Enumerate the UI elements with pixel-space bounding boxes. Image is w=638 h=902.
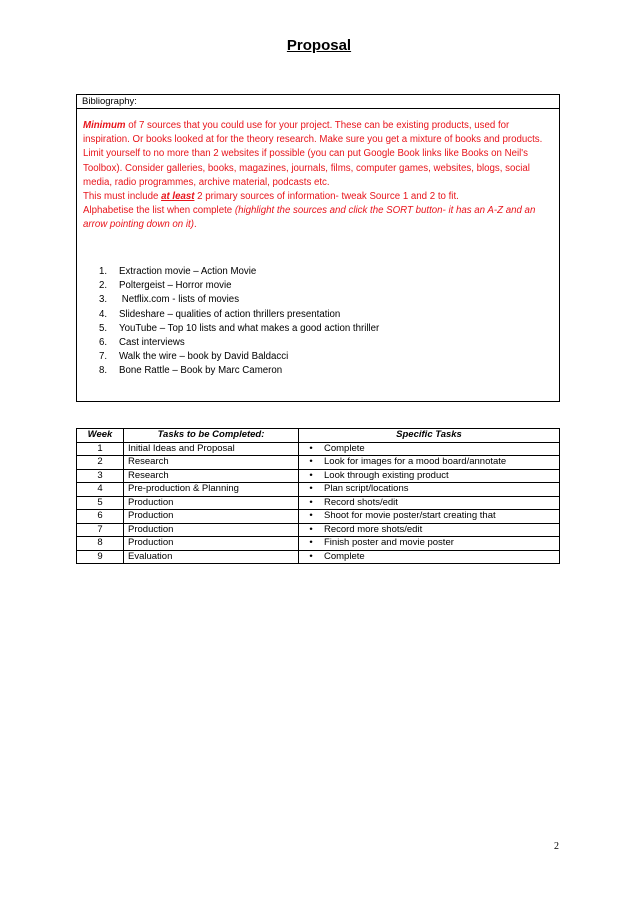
specific-cell bbox=[299, 550, 560, 564]
specific-text: Complete bbox=[324, 442, 365, 454]
source-text: Walk the wire – book by David Baldacci bbox=[119, 351, 289, 363]
specific-text: Look through existing product bbox=[324, 469, 449, 481]
week-cell: 4 bbox=[77, 483, 124, 497]
table-row bbox=[77, 456, 560, 470]
week-cell: 1 bbox=[77, 442, 124, 456]
bullet: • bbox=[309, 456, 313, 467]
table-row bbox=[77, 523, 560, 537]
source-text: Poltergeist – Horror movie bbox=[119, 280, 232, 292]
task-cell: Initial Ideas and Proposal bbox=[124, 442, 299, 456]
specific-text: Plan script/locations bbox=[324, 483, 409, 494]
source-text: Cast interviews bbox=[119, 337, 185, 349]
bibliography-box bbox=[76, 94, 560, 402]
list-item bbox=[99, 336, 379, 350]
task-cell: Evaluation bbox=[124, 550, 299, 564]
week-cell: 6 bbox=[77, 510, 124, 524]
header-tasks: Tasks to be Completed: bbox=[124, 429, 299, 443]
bullet: • bbox=[309, 469, 313, 481]
specific-text: Look for images for a mood board/annotate bbox=[324, 456, 507, 467]
tasks-table bbox=[76, 428, 560, 564]
task-cell: Production bbox=[124, 496, 299, 510]
week-cell: 5 bbox=[77, 496, 124, 510]
list-item bbox=[99, 350, 379, 364]
source-text: Slideshare – qualities of action thrillers presentation bbox=[119, 308, 341, 320]
instructions-part1: of 7 sources that you could use for your project. These can be existing products, used for inspiration. Or books looked at for the theory research. Make sure you get a mixture of books and products. Limit yourself to no more than 2 websites if possible (you can put Google Book links like Books on Neil's Toolbox). Consider galleries, books, magazines, journals, films, computer games, websites, blogs, social media, radio programmes, archive material, podcasts etc. bbox=[83, 120, 543, 188]
source-number: 6. bbox=[99, 337, 108, 349]
source-number: 1. bbox=[99, 266, 108, 277]
list-item bbox=[99, 293, 379, 307]
specific-cell bbox=[299, 469, 560, 483]
list-item bbox=[99, 308, 379, 322]
specific-cell bbox=[299, 496, 560, 510]
bullet: • bbox=[309, 550, 313, 562]
task-cell: Production bbox=[124, 523, 299, 537]
list-item bbox=[99, 265, 379, 279]
table-row bbox=[77, 483, 560, 497]
instructions-part3-prefix: Alphabetise the list when complete bbox=[83, 205, 235, 217]
instructions-part2-prefix: This must include bbox=[83, 191, 162, 203]
list-item bbox=[99, 279, 379, 293]
bullet: • bbox=[309, 442, 313, 454]
table-row bbox=[77, 469, 560, 483]
table-header-row bbox=[77, 429, 560, 443]
list-item bbox=[99, 322, 379, 336]
minimum-word: Minimum bbox=[83, 120, 126, 131]
bullet: • bbox=[309, 523, 313, 535]
specific-cell bbox=[299, 456, 560, 470]
specific-text: Complete bbox=[324, 550, 365, 562]
table-row bbox=[77, 496, 560, 510]
source-number: 8. bbox=[99, 365, 108, 377]
instructions-part2-suffix: 2 primary sources of information- tweak Source 1 and 2 to fit. bbox=[194, 191, 459, 203]
task-cell: Production bbox=[124, 510, 299, 524]
bullet: • bbox=[309, 510, 313, 521]
header-week: Week bbox=[77, 429, 124, 443]
specific-text: Finish poster and movie poster bbox=[324, 537, 454, 548]
specific-cell bbox=[299, 523, 560, 537]
specific-cell bbox=[299, 483, 560, 497]
bullet: • bbox=[309, 483, 313, 494]
week-cell: 9 bbox=[77, 550, 124, 564]
table-row bbox=[77, 442, 560, 456]
week-cell: 2 bbox=[77, 456, 124, 470]
source-number: 5. bbox=[99, 322, 108, 334]
source-text: Bone Rattle – Book by Marc Cameron bbox=[119, 365, 283, 377]
table-row bbox=[77, 537, 560, 551]
instructions-part3-italic: (highlight the sources and click the SORT button- it has an A-Z and an arrow pointing down on it) bbox=[83, 205, 536, 231]
source-number: 2. bbox=[99, 280, 108, 292]
week-cell: 3 bbox=[77, 469, 124, 483]
instructions-part3-end: . bbox=[193, 219, 197, 231]
header-specific-tasks: Specific Tasks bbox=[299, 429, 560, 443]
bullet: • bbox=[309, 537, 313, 548]
specific-cell bbox=[299, 442, 560, 456]
page-number: 2 bbox=[554, 841, 559, 852]
source-text: Extraction movie – Action Movie bbox=[119, 266, 257, 277]
task-cell: Research bbox=[124, 469, 299, 483]
bibliography-heading: Bibliography: bbox=[77, 95, 559, 109]
specific-text: Record more shots/edit bbox=[324, 523, 423, 535]
bullet: • bbox=[309, 496, 313, 508]
source-text: Netflix.com - lists of movies bbox=[119, 294, 240, 306]
task-cell: Production bbox=[124, 537, 299, 551]
page-title: Proposal bbox=[286, 37, 352, 54]
table-row bbox=[77, 550, 560, 564]
task-cell: Research bbox=[124, 456, 299, 470]
task-cell: Pre-production & Planning bbox=[124, 483, 299, 497]
sources-list bbox=[99, 265, 379, 379]
at-least-word: at least bbox=[161, 191, 195, 203]
specific-cell bbox=[299, 537, 560, 551]
specific-cell bbox=[299, 510, 560, 524]
source-number: 7. bbox=[99, 351, 108, 363]
table-row bbox=[77, 510, 560, 524]
bibliography-instructions bbox=[83, 119, 555, 233]
week-cell: 7 bbox=[77, 523, 124, 537]
week-cell: 8 bbox=[77, 537, 124, 551]
source-number: 4. bbox=[99, 308, 108, 320]
specific-text: Record shots/edit bbox=[324, 496, 398, 508]
source-text: YouTube – Top 10 lists and what makes a good action thriller bbox=[119, 322, 380, 334]
specific-text: Shoot for movie poster/start creating that bbox=[324, 510, 496, 521]
list-item bbox=[99, 364, 379, 378]
source-number: 3. bbox=[99, 294, 108, 306]
